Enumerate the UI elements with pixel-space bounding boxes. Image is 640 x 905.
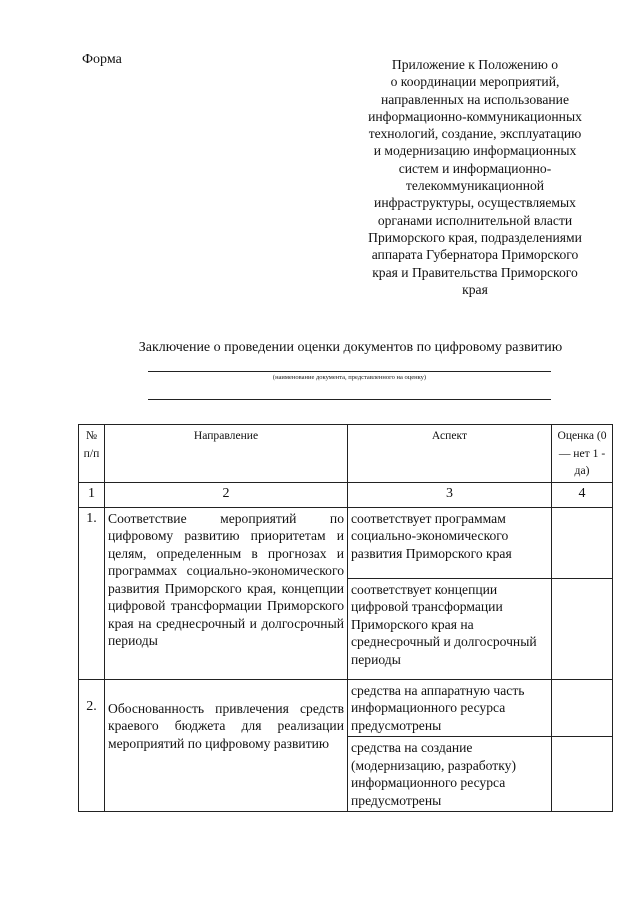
appendix-line: систем и информационно- — [398, 160, 552, 176]
row-direction: Соответствие мероприятий по цифровому развитию приоритетам и целям, определенным в прогнозах и программах социально-экономического развития Приморского края, концепции цифровой трансформации Приморского края на среднесрочный и долгосрочный периоды — [105, 507, 348, 679]
table-row — [79, 507, 613, 578]
column-number: 1 — [79, 482, 105, 507]
estimate-cell[interactable] — [552, 578, 613, 679]
appendix-line: и модернизацию информационных — [373, 143, 577, 159]
appendix-line: органами исполнительной власти — [377, 212, 573, 228]
appendix-line: аппарата Губернатора Приморского — [371, 247, 579, 263]
document-title: Заключение о проведении оценки документов по цифровому развитию — [138, 340, 563, 355]
document-name-caption: (наименование документа, представленного на оценку) — [272, 374, 427, 381]
column-number: 2 — [105, 482, 348, 507]
document-name-blank-line-2 — [148, 399, 551, 400]
table-header-row — [79, 425, 613, 483]
header-aspect: Аспект — [348, 425, 552, 483]
appendix-line: информационно-коммуникационных — [368, 108, 582, 124]
appendix-line: Приложение к Положению о — [391, 57, 559, 72]
appendix-line: направленных на использование — [380, 91, 569, 107]
row-aspect: средства на создание (модернизацию, разработку) информационного ресурса предусмотрены — [348, 737, 552, 812]
appendix-heading — [340, 56, 610, 298]
appendix-line: края и Правительства Приморского — [372, 264, 578, 280]
row-aspect: соответствует концепции цифровой трансформации Приморского края на среднесрочный и долгосрочный периоды — [348, 578, 552, 679]
evaluation-table — [78, 424, 613, 812]
row-aspect: средства на аппаратную часть информационного ресурса предусмотрены — [348, 679, 552, 737]
header-number: № п/п — [79, 425, 105, 483]
appendix-line: телекоммуникационной — [405, 178, 545, 194]
row-aspect: соответствует программам социально-экономического развития Приморского края — [348, 507, 552, 578]
row-number: 1. — [79, 507, 105, 679]
appendix-line: о координации мероприятий, — [390, 74, 560, 90]
column-number-row — [79, 482, 613, 507]
appendix-line: технологий, создание, эксплуатацию — [368, 126, 582, 142]
estimate-cell[interactable] — [552, 679, 613, 737]
document-name-blank-line — [148, 371, 551, 372]
row-direction: Обоснованность привлечения средств краевого бюджета для реализации мероприятий по цифровому развитию — [105, 679, 348, 812]
estimate-cell[interactable] — [552, 737, 613, 812]
appendix-line: края — [462, 281, 488, 297]
table-row — [79, 679, 613, 737]
estimate-cell[interactable] — [552, 507, 613, 578]
column-number: 4 — [552, 482, 613, 507]
header-direction: Направление — [105, 425, 348, 483]
appendix-line: Приморского края, подразделениями — [368, 229, 582, 245]
row-number: 2. — [79, 679, 105, 812]
form-label: Форма — [82, 52, 122, 67]
appendix-line: инфраструктуры, осуществляемых — [374, 195, 576, 211]
column-number: 3 — [348, 482, 552, 507]
header-estimate: Оценка (0 — нет 1 - да) — [552, 425, 613, 483]
